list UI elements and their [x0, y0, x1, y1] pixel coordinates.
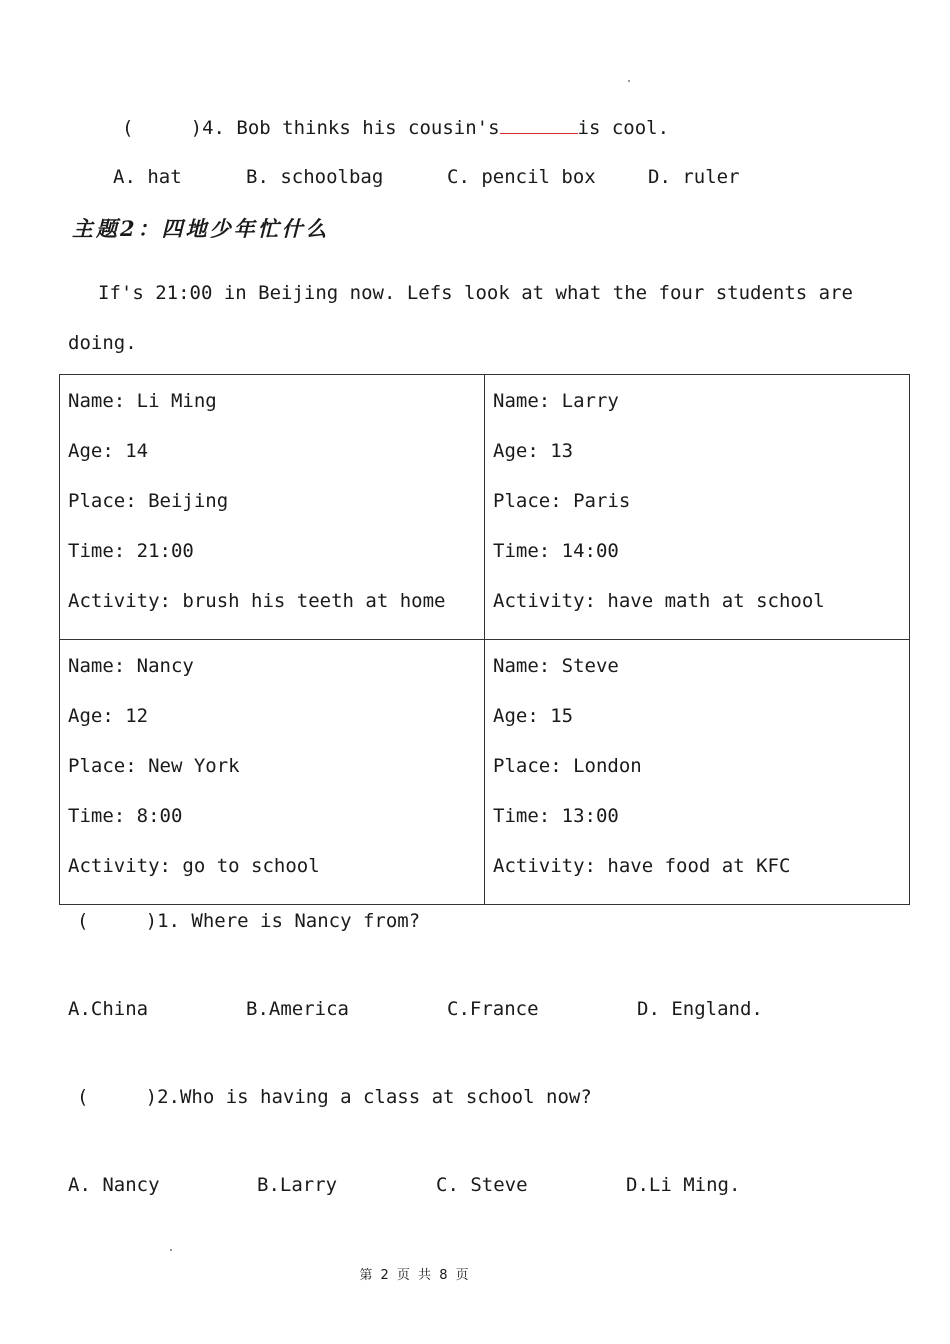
student-age: Age: 14: [68, 440, 149, 462]
question-2-stem: [77, 1085, 592, 1109]
student-name: Name: Li Ming: [68, 390, 217, 412]
student-age: Age: 12: [68, 705, 149, 727]
answer-paren: ( ): [122, 117, 203, 139]
question-4-stem: [122, 115, 669, 140]
question-text: 2.Who is having a class at school now?: [157, 1086, 592, 1108]
student-activity: Activity: have food at KFC: [493, 855, 791, 877]
student-place: Place: Beijing: [68, 490, 229, 512]
student-info-table: [59, 374, 910, 905]
q1-option-c: C.France: [447, 998, 539, 1020]
student-activity: Activity: go to school: [68, 855, 320, 877]
student-card-nancy: [60, 640, 485, 905]
q2-option-d: D.Li Ming.: [626, 1174, 741, 1196]
student-name: Name: Steve: [493, 655, 619, 677]
student-place: Place: New York: [68, 755, 240, 777]
student-time: Time: 21:00: [68, 540, 194, 562]
q1-option-b: B.America: [246, 998, 349, 1020]
question-text-after: is cool.: [577, 117, 670, 139]
student-age: Age: 13: [493, 440, 574, 462]
student-activity: Activity: brush his teeth at home: [68, 590, 446, 612]
question-text: 1. Where is Nancy from?: [157, 910, 421, 932]
question-1-stem: [77, 909, 420, 933]
option-a: A. hat: [113, 166, 182, 188]
intro-line-1: If's 21:00 in Beijing now. Lefs look at what the four students are: [98, 282, 853, 304]
student-name: Name: Nancy: [68, 655, 194, 677]
option-c: C. pencil box: [447, 166, 596, 188]
student-card-li-ming: [60, 375, 485, 640]
q1-option-a: A.China: [68, 998, 149, 1020]
page-footer: 第 2 页 共 8 页: [359, 1268, 471, 1283]
student-time: Time: 13:00: [493, 805, 619, 827]
q2-option-b: B.Larry: [257, 1174, 338, 1196]
option-b: B. schoolbag: [246, 166, 384, 188]
student-age: Age: 15: [493, 705, 574, 727]
q2-option-c: C. Steve: [436, 1174, 528, 1196]
q1-option-d: D. England.: [637, 998, 763, 1020]
student-name: Name: Larry: [493, 390, 619, 412]
q2-option-a: A. Nancy: [68, 1174, 160, 1196]
student-card-steve: [485, 640, 910, 905]
stray-dot: [628, 80, 630, 82]
student-time: Time: 8:00: [68, 805, 183, 827]
answer-paren: ( ): [77, 910, 158, 932]
student-card-larry: [485, 375, 910, 640]
question-number: 4.: [202, 117, 225, 139]
student-activity: Activity: have math at school: [493, 590, 825, 612]
student-time: Time: 14:00: [493, 540, 619, 562]
answer-paren: ( ): [77, 1086, 158, 1108]
question-text-before: Bob thinks his cousin's: [236, 117, 500, 139]
student-place: Place: London: [493, 755, 642, 777]
answer-blank: [500, 115, 578, 134]
student-place: Place: Paris: [493, 490, 631, 512]
option-d: D. ruler: [648, 166, 740, 188]
topic-heading: 主题2：四地少年忙什么: [72, 216, 330, 241]
stray-dot: [170, 1249, 172, 1251]
intro-line-2: doing.: [68, 332, 137, 354]
